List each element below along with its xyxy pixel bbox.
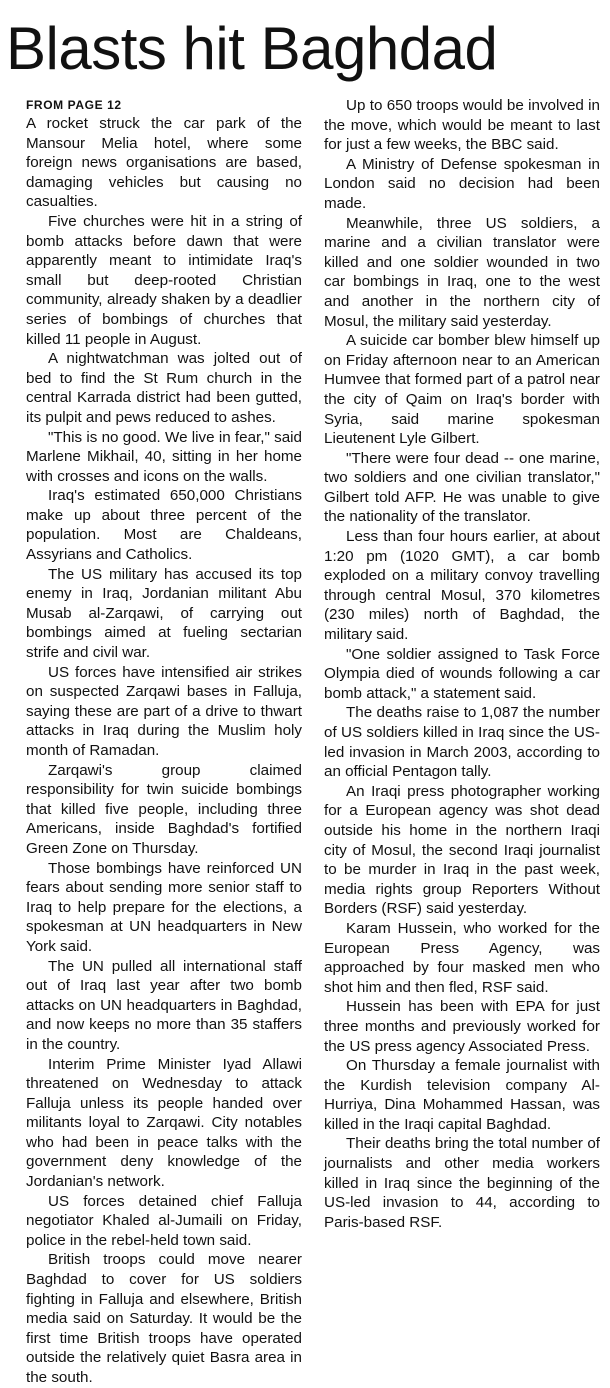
paragraph: Interim Prime Minister Iyad Allawi threatened on Wednesday to attack Falluja unless its people handed over militants loyal to Zarqawi. City notables who had been in peace talks with the government deny knowledge of the Jordanian's network.	[26, 1055, 302, 1191]
paragraph: The US military has accused its top enemy in Iraq, Jordanian militant Abu Musab al-Zarqawi, of carrying out bombings aimed at fueling sectarian strife and civil war.	[26, 565, 302, 662]
paragraph: On Thursday a female journalist with the Kurdish television company Al-Hurriya, Dina Mohammed Hassan, was killed in the Iraqi capital Baghdad.	[324, 1057, 600, 1133]
paragraph: "There were four dead -- one marine, two soldiers and one civilian translator," Gilbert told AFP. He was unable to give the nationality of the translator.	[324, 449, 600, 526]
paragraph: A nightwatchman was jolted out of bed to find the St Rum church in the central Karrada district had been gutted, its pulpit and pews reduced to ashes.	[26, 350, 302, 426]
from-page-label: FROM PAGE 12	[26, 98, 122, 112]
paragraph: Meanwhile, three US soldiers, a marine and a civilian translator were killed and one soldier wounded in two car bombings in Iraq, one to the west and another in the northern city of Mosul, the military said yesterday.	[324, 214, 600, 330]
paragraph: Zarqawi's group claimed responsibility for twin suicide bombings that killed five people, including three Americans, inside Baghdad's fortified Green Zone on Thursday.	[26, 761, 302, 857]
paragraph: US forces detained chief Falluja negotiator Khaled al-Jumaili on Friday, police in the rebel-held town said.	[26, 1192, 302, 1249]
paragraph: Their deaths bring the total number of journalists and other media workers killed in Iraq since the beginning of the US-led invasion to 44, according to Paris-based RSF.	[324, 1135, 600, 1231]
paragraph: A Ministry of Defense spokesman in London said no decision had been made.	[324, 155, 600, 212]
paragraph: Less than four hours earlier, at about 1:20 pm (1020 GMT), a car bomb exploded on a military convoy travelling through central Mosul, 370 kilometres (230 miles) north of Baghdad, the military said.	[324, 528, 600, 644]
paragraph: An Iraqi press photographer working for a European agency was shot dead outside his home in the northern Iraqi city of Mosul, the second Iraqi journalist to be murder in Iraq in the past week, media rights group Reporters Without Borders (RSF) said yesterday.	[324, 782, 600, 918]
headline: Blasts hit Baghdad	[6, 15, 498, 82]
paragraph: The UN pulled all international staff out of Iraq last year after two bomb attacks on UN headquarters in Baghdad, and now keeps no more than 35 staffers in the country.	[26, 957, 302, 1053]
paragraph: Five churches were hit in a string of bomb attacks before dawn that were apparently meant to intimidate Iraq's small but deep-rooted Christian community, already shaken by a deadlier series of bombings of churches that killed 11 people in August.	[26, 212, 302, 348]
paragraph: US forces have intensified air strikes on suspected Zarqawi bases in Falluja, saying these are part of a drive to thwart attacks in Iraq during the Muslim holy month of Ramadan.	[26, 663, 302, 759]
right-column	[324, 96, 600, 1388]
paragraph: A rocket struck the car park of the Mansour Melia hotel, where some foreign news organisations are based, damaging vehicles but causing no casualties.	[26, 115, 302, 211]
paragraph: British troops could move nearer Baghdad to cover for US soldiers fighting in Falluja and elsewhere, British media said on Saturday. It would be the first time British troops have operated outside the relatively quiet Basra area in the south.	[26, 1251, 302, 1386]
paragraph: Those bombings have reinforced UN fears about sending more senior staff to Iraq to help prepare for the elections, a spokesman at UN headquarters in New York said.	[26, 859, 302, 955]
paragraph: Iraq's estimated 650,000 Christians make up about three percent of the population. Most are Chaldeans, Assyrians and Catholics.	[26, 487, 302, 564]
paragraph: Karam Hussein, who worked for the European Press Agency, was approached by four masked men who shot him and then fled, RSF said.	[324, 919, 600, 996]
paragraph: The deaths raise to 1,087 the number of US soldiers killed in Iraq since the US-led invasion in March 2003, according to an official Pentagon tally.	[324, 704, 600, 781]
paragraph: A suicide car bomber blew himself up on Friday afternoon near to an American Humvee that formed part of a patrol near the city of Qaim on Iraq's border with Syria, said marine spokesman Lieutenent Lyle Gilbert.	[324, 332, 600, 448]
paragraph: Hussein has been with EPA for just three months and previously worked for the US press agency Associated Press.	[324, 998, 600, 1055]
paragraph: "This is no good. We live in fear," said Marlene Mikhail, 40, sitting in her home with crosses and icons on the walls.	[26, 428, 302, 485]
article-columns	[6, 96, 604, 1388]
paragraph: Up to 650 troops would be involved in the move, which would be meant to last for just a few weeks, the BBC said.	[324, 97, 600, 154]
paragraph: "One soldier assigned to Task Force Olympia died of wounds following a car bomb attack," a statement said.	[324, 645, 600, 702]
left-column	[26, 96, 302, 1388]
